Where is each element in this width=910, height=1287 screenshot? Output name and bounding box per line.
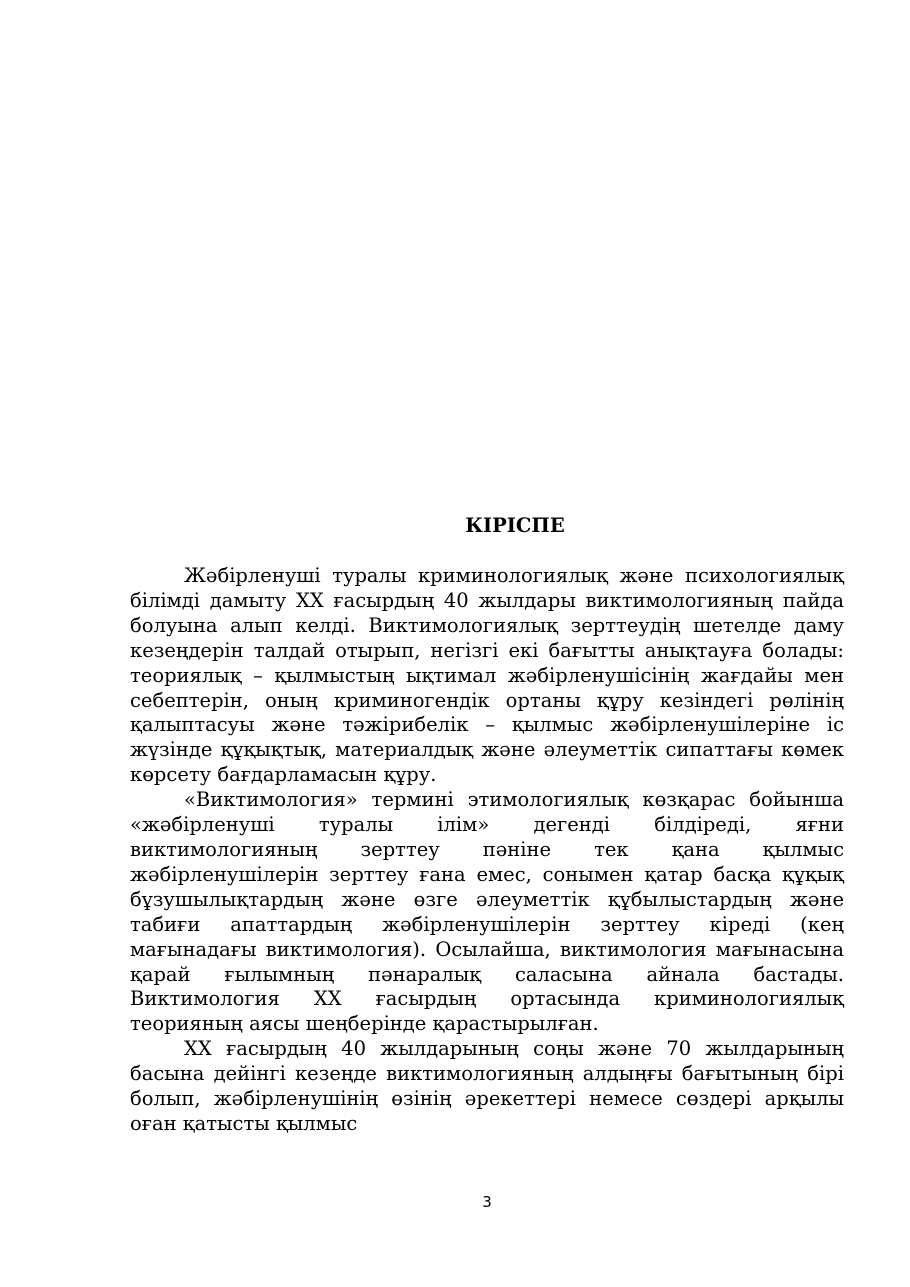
paragraph-2: «Виктимология» термині этимологиялық көзқарас бойынша «жәбірленуші туралы ілім» дегенді білдіреді, яғни виктимологияның зерттеу пәніне тек қана қылмыс жәбірленушілерін зерттеу ғана емес, сонымен қатар басқа құқық бұзушылықтардың және өзге әлеуметтік құбылыстардың және табиғи апаттардың жәбірленушілерін зерттеу кіреді (кең мағынадағы виктимология). Осылайша, виктимология мағынасына қарай ғылымның пәнаралық саласына айнала бастады. Виктимология ХХ ғасырдың ортасында криминологиялық теорияның аясы шеңберінде қарастырылған. [130, 788, 844, 1036]
page-title: КІРІСПЕ [465, 514, 565, 537]
paragraph-1: Жәбірленуші туралы криминологиялық және психологиялық білімді дамыту ХХ ғасырдың 40 жылдары виктимологияның пайда болуына алып келді. Виктимологиялық зерттеудің шетелде даму кезеңдерін талдай отырып, негізгі екі бағытты анықтауға болады: теориялық – қылмыстың ықтимал жәбірленушісінің жағдайы мен себептерін, оның криминогендік ортаны құру кезіндегі рөлінің қалыптасуы және тәжірибелік – қылмыс жәбірленушілеріне іс жүзінде құқықтық, материалдық және әлеуметтік сипаттағы көмек көрсету бағдарламасын құру. [130, 564, 844, 787]
page-number: 3 [482, 1193, 492, 1211]
paragraph-3: ХХ ғасырдың 40 жылдарының соңы және 70 жылдарының басына дейінгі кезеңде виктимологияның алдыңғы бағытының бірі болып, жәбірленушінің өзінің әрекеттері немесе сөздері арқылы оған қатысты қылмыс [130, 1037, 844, 1135]
page-body [130, 512, 844, 1137]
